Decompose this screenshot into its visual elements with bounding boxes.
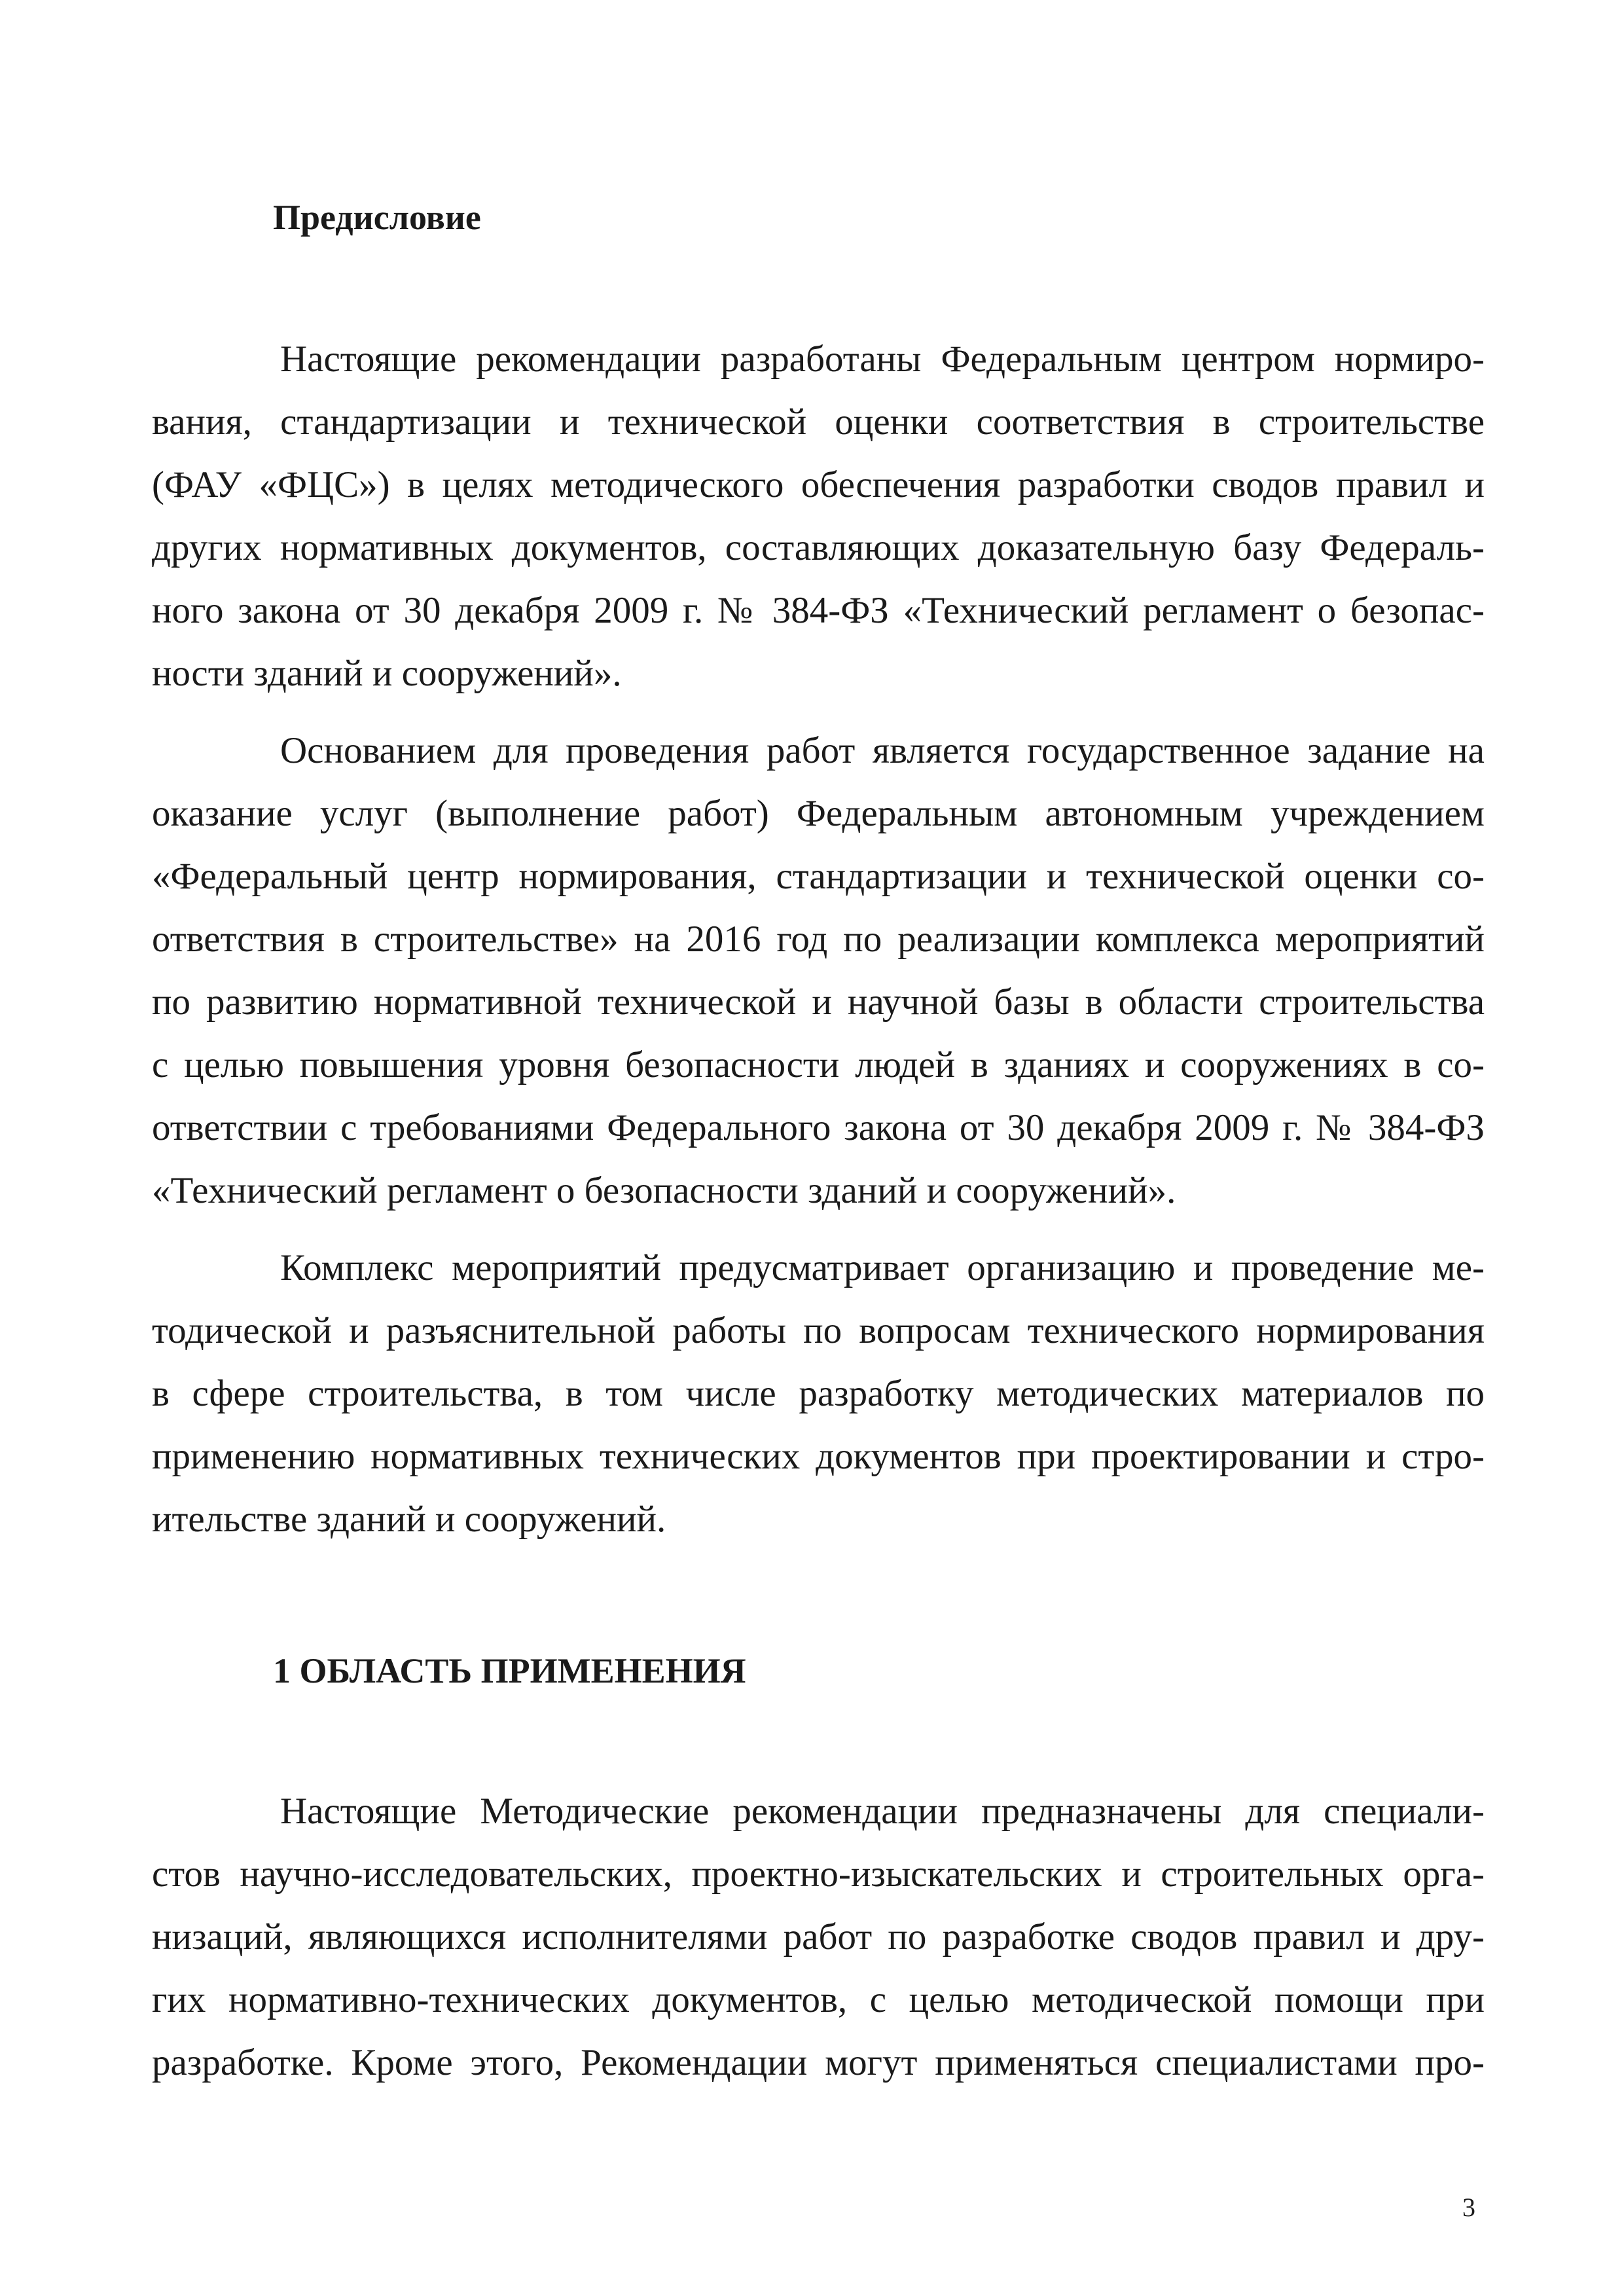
text-line: с целью повышения уровня безопасности людей в зданиях и сооружениях в со- (152, 1044, 1485, 1085)
text-line: вания, стандартизации и технической оценки соответствия в строительстве (152, 401, 1485, 443)
text-line: гих нормативно-технических документов, с целью методической помощи при (152, 1979, 1485, 2020)
text-line: тодической и разъяснительной работы по вопросам технического нормирования (152, 1310, 1485, 1351)
text-line: (ФАУ «ФЦС») в целях методического обеспечения разработки сводов правил и (152, 464, 1485, 505)
text-line: ности зданий и сооружений». (152, 653, 622, 694)
text-line: применению нормативных технических документов при проектировании и стро- (152, 1436, 1485, 1477)
text-line: Настоящие рекомендации разработаны Федеральным центром нормиро- (280, 338, 1485, 380)
text-line: ительстве зданий и сооружений. (152, 1499, 666, 1540)
text-line: по развитию нормативной технической и научной базы в области строительства (152, 981, 1485, 1023)
page-number: 3 (1462, 2193, 1475, 2222)
text-line: оказание услуг (выполнение работ) Федеральным автономным учреждением (152, 793, 1485, 834)
text-line: других нормативных документов, составляющих доказательную базу Федераль- (152, 527, 1485, 568)
text-line: ответствии с требованиями Федерального закона от 30 декабря 2009 г. № 384-ФЗ (152, 1107, 1485, 1148)
text-line: стов научно-исследовательских, проектно-изыскательских и строительных орга- (152, 1853, 1485, 1895)
text-line: низаций, являющихся исполнителями работ по разработке сводов правил и дру- (152, 1916, 1485, 1958)
text-line: в сфере строительства, в том числе разработку методических материалов по (152, 1373, 1485, 1414)
text-line: Комплекс мероприятий предусматривает организацию и проведение ме- (280, 1247, 1485, 1288)
text-line: ответствия в строительстве» на 2016 год по реализации комплекса мероприятий (152, 919, 1485, 960)
text-line: разработке. Кроме этого, Рекомендации могут применяться специалистами про- (152, 2042, 1485, 2083)
text-line: Настоящие Методические рекомендации предназначены для специали- (280, 1791, 1485, 1832)
text-line: ного закона от 30 декабря 2009 г. № 384-ФЗ «Технический регламент о безопас- (152, 590, 1485, 631)
text-line: «Технический регламент о безопасности зданий и сооружений». (152, 1170, 1176, 1211)
preface-heading: Предисловие (273, 198, 481, 237)
text-line: «Федеральный центр нормирования, стандартизации и технической оценки со- (152, 856, 1485, 897)
scope-heading: 1 ОБЛАСТЬ ПРИМЕНЕНИЯ (273, 1651, 746, 1690)
text-line: Основанием для проведения работ является государственное задание на (280, 730, 1485, 771)
